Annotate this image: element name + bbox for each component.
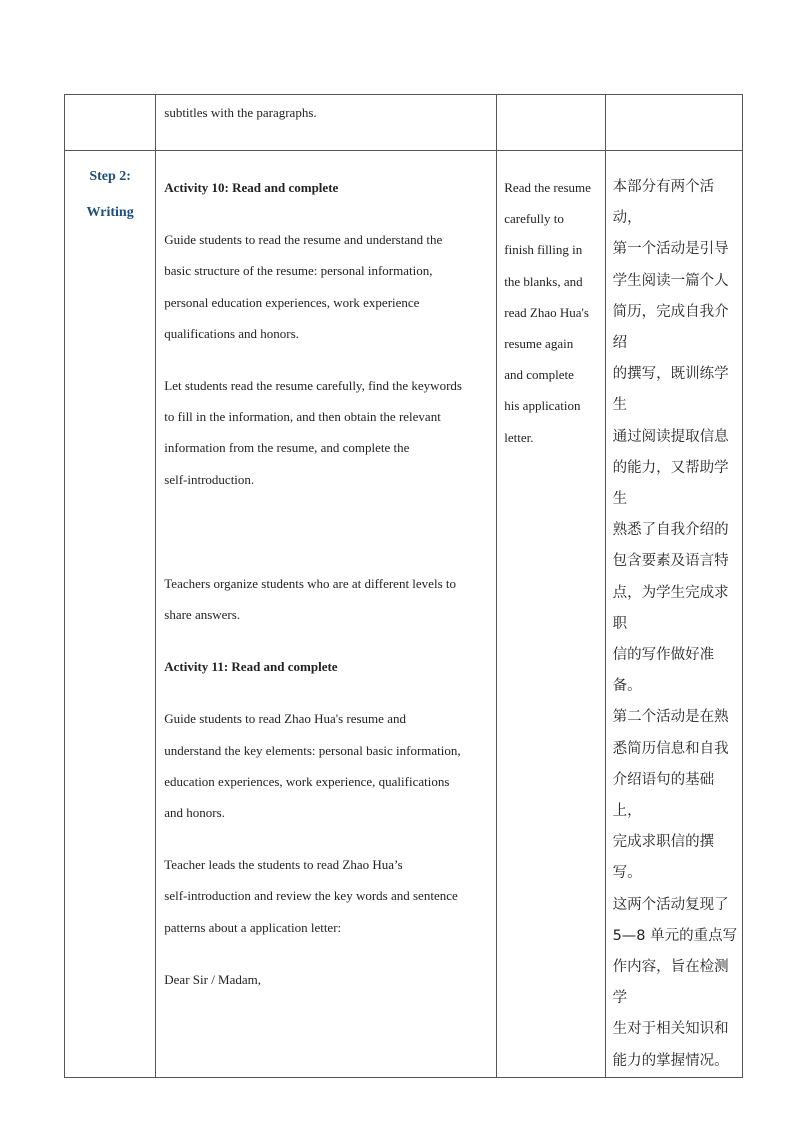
paragraph-line: information from the resume, and complete the bbox=[164, 440, 410, 456]
design-intent-line: 的撰写，既训练学生 bbox=[612, 366, 729, 414]
student-activity-line: the blanks, and bbox=[504, 273, 583, 289]
design-intent-line: 本部分有两个活动， bbox=[612, 179, 715, 227]
design-intent-line: 点，为学生完成求职 bbox=[612, 584, 729, 632]
teacher-activity-cell bbox=[156, 95, 497, 151]
paragraph-line: share answers. bbox=[164, 607, 241, 623]
design-intent-line: 能力的掌握情况。 bbox=[612, 1052, 729, 1069]
teacher-activity-cell bbox=[156, 151, 497, 1078]
paragraph-line: Guide students to read the resume and understand the bbox=[164, 232, 443, 248]
paragraph-line: Guide students to read Zhao Hua's resume and bbox=[164, 711, 406, 727]
student-activity-cell-empty bbox=[497, 95, 605, 151]
continued-text: subtitles with the paragraphs. bbox=[164, 105, 317, 120]
table-row bbox=[65, 95, 743, 151]
student-activity-line: Read the resume bbox=[504, 180, 591, 195]
design-intent-line: 介绍语句的基础上， bbox=[612, 771, 715, 820]
paragraph-line: qualifications and honors. bbox=[164, 325, 299, 341]
letter-salutation: Dear Sir / Madam, bbox=[164, 971, 262, 987]
design-intent-line: 5—8 单元的重点写 bbox=[612, 927, 738, 944]
paragraph-line: personal education experiences, work experience bbox=[164, 294, 420, 310]
student-activity-line: read Zhao Hua's bbox=[504, 304, 589, 320]
paragraph-line: understand the key elements: personal basic information, bbox=[164, 742, 461, 758]
design-intent-line: 这两个活动复现了 bbox=[612, 896, 729, 913]
paragraph-line: to fill in the information, and then obtain the relevant bbox=[164, 409, 441, 425]
student-activity-cell bbox=[497, 151, 605, 1078]
student-activity-line: resume again bbox=[504, 336, 574, 352]
design-intent-line: 完成求职信的撰写。 bbox=[612, 834, 715, 882]
student-activity-line: and complete bbox=[504, 367, 574, 383]
design-intent-cell bbox=[605, 151, 742, 1078]
design-intent-line: 简历，完成自我介绍 bbox=[612, 303, 729, 352]
design-intent-line: 悉简历信息和自我 bbox=[612, 740, 729, 757]
design-intent-line: 生对于相关知识和 bbox=[612, 1021, 729, 1038]
student-activity-line: finish filling in bbox=[504, 242, 583, 258]
design-intent-line: 包含要素及语言特 bbox=[612, 553, 729, 570]
paragraph-line: and honors. bbox=[164, 805, 225, 821]
student-activity-line: letter. bbox=[504, 429, 534, 445]
step-label: Step 2: bbox=[89, 169, 131, 184]
paragraph-line: self-introduction and review the key words and sentence bbox=[164, 888, 458, 904]
design-intent-line: 第一个活动是引导 bbox=[612, 241, 729, 258]
step-cell bbox=[65, 151, 156, 1078]
lesson-plan-table bbox=[64, 94, 743, 1078]
design-intent-line: 的能力，又帮助学生 bbox=[612, 459, 729, 508]
student-activity-line: carefully to bbox=[504, 211, 564, 227]
paragraph-line: Teacher leads the students to read Zhao Hua’s bbox=[164, 857, 403, 873]
design-intent-line: 第二个活动是在熟 bbox=[612, 709, 729, 726]
paragraph-line: Let students read the resume carefully, find the keywords bbox=[164, 378, 462, 394]
design-intent-line: 学生阅读一篇个人 bbox=[612, 272, 729, 289]
student-activity-line: his application bbox=[504, 398, 581, 414]
design-intent-cell-empty bbox=[605, 95, 742, 151]
step-name: Writing bbox=[86, 205, 134, 220]
paragraph-line: self-introduction. bbox=[164, 471, 255, 487]
design-intent-line: 通过阅读提取信息 bbox=[612, 428, 729, 445]
paragraph-line: education experiences, work experience, qualifications bbox=[164, 773, 450, 789]
activity-11-heading: Activity 11: Read and complete bbox=[164, 659, 338, 675]
paragraph-line: patterns about a application letter: bbox=[164, 919, 342, 935]
activity-10-heading: Activity 10: Read and complete bbox=[164, 180, 339, 195]
design-intent-line: 作内容，旨在检测学 bbox=[612, 959, 729, 1007]
design-intent-line: 信的写作做好准备。 bbox=[612, 647, 715, 695]
table-row bbox=[65, 151, 743, 1078]
paragraph-line: basic structure of the resume: personal information, bbox=[164, 263, 433, 279]
step-cell-empty bbox=[65, 95, 156, 151]
paragraph-line: Teachers organize students who are at different levels to bbox=[164, 575, 456, 591]
design-intent-line: 熟悉了自我介绍的 bbox=[612, 522, 729, 539]
